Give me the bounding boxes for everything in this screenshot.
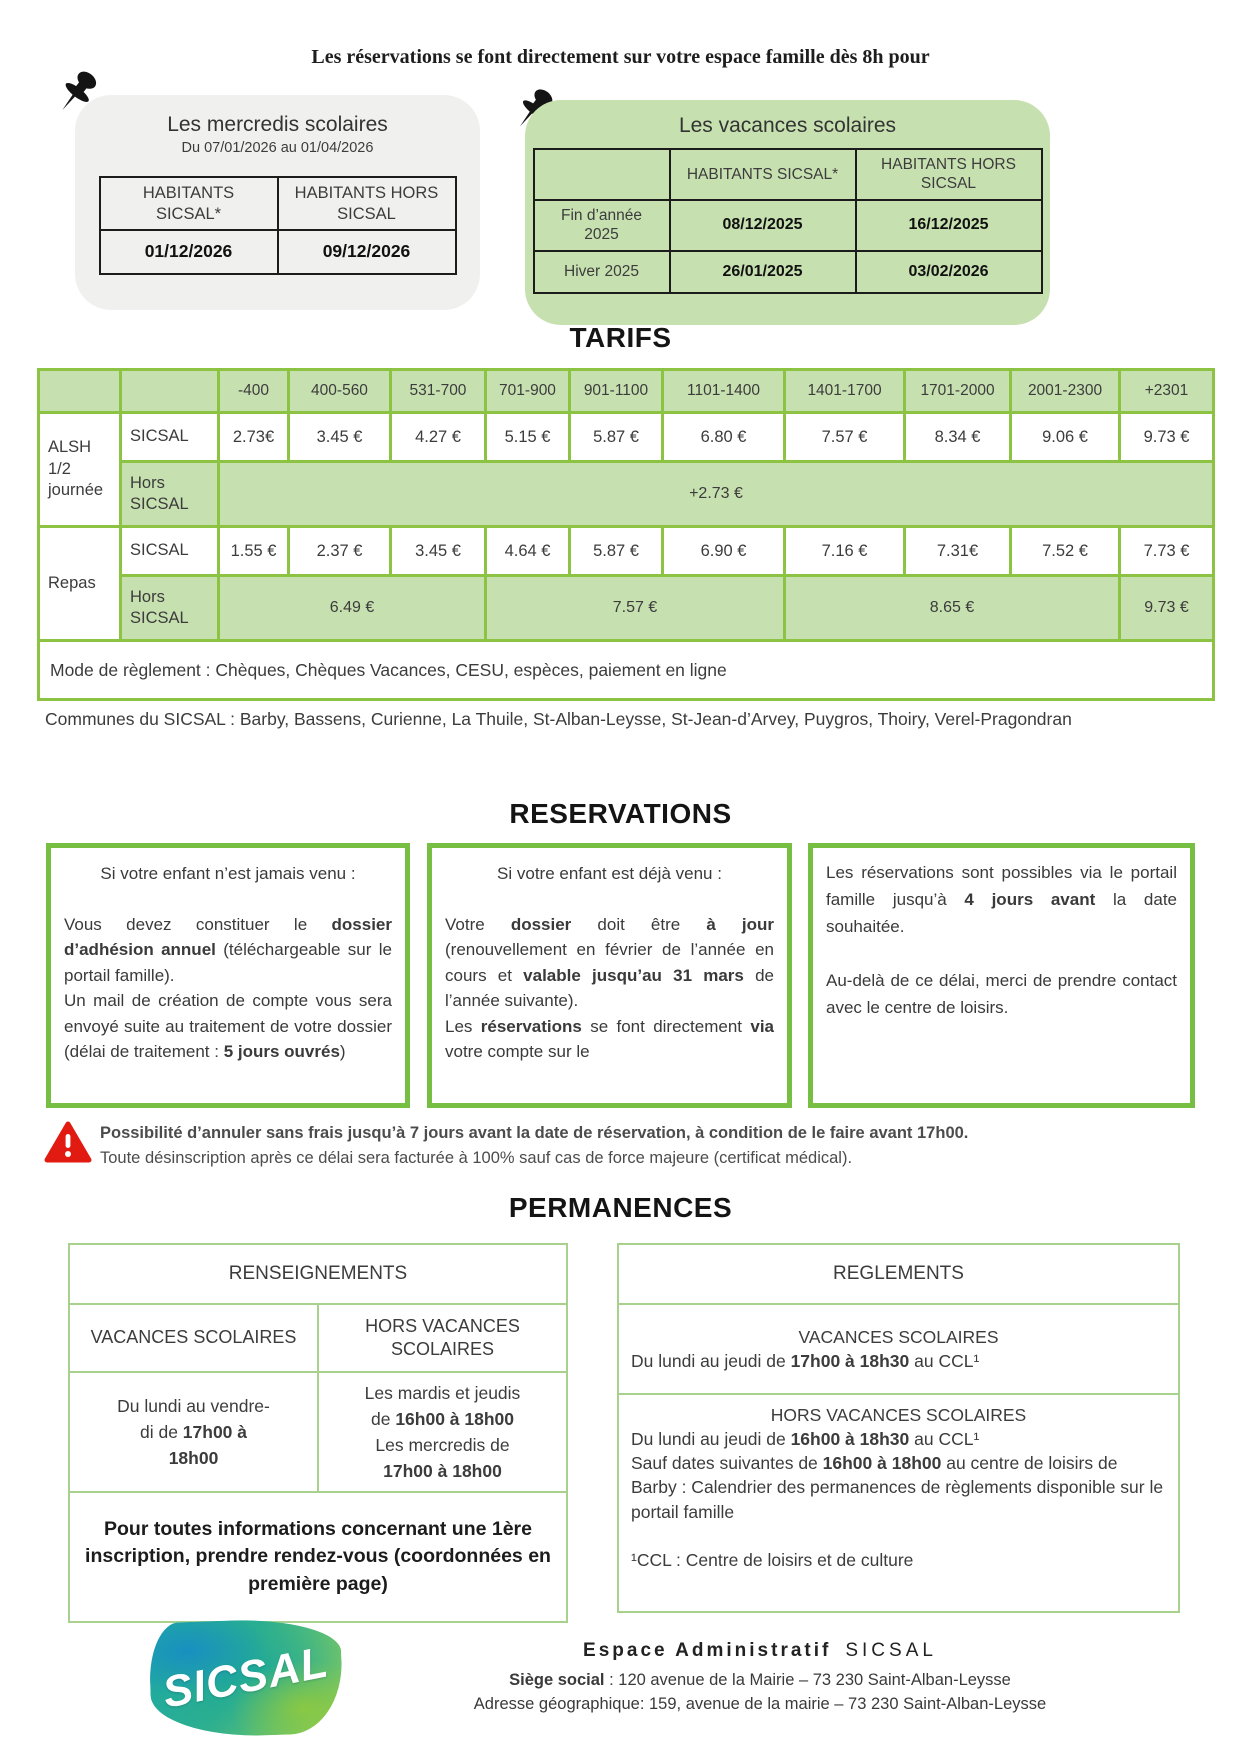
- empty-corner-cell: [534, 149, 670, 200]
- warning-bold-line: Possibilité d’annuler sans frais jusqu’à 7 jours avant la date de réservation, à condition de le faire avant 17h00.: [100, 1124, 969, 1142]
- date-cell: 08/12/2025: [670, 200, 856, 251]
- footer-org-line: [380, 1640, 1140, 1662]
- mercredis-subtitle: Du 07/01/2026 au 01/04/2026: [181, 140, 374, 156]
- reservation-box-deadline: [808, 843, 1195, 1108]
- price-cell: 5.15 €: [486, 413, 570, 462]
- mercredis-scolaires-box: [75, 95, 480, 310]
- tarifs-table: [37, 368, 1215, 701]
- vacances-table: [533, 148, 1043, 294]
- price-cell: 5.87 €: [570, 413, 663, 462]
- repas-hors-merged-cell: 9.73 €: [1120, 576, 1214, 641]
- footer-block: [380, 1640, 1140, 1716]
- mercredis-table: [99, 176, 457, 275]
- box-paragraph: Au-delà de ce délai, merci de prendre contact avec le centre de loisirs.: [826, 970, 1177, 1017]
- permanences-heading: PERMANENCES: [508, 1192, 733, 1223]
- section-heading: VACANCES SCOLAIRES: [798, 1326, 999, 1347]
- section-heading: HORS VACANCES SCOLAIRES: [770, 1405, 1027, 1425]
- box-paragraph: Les réservations se font directement via votre compte sur le: [445, 1016, 774, 1061]
- price-cell: 4.64 €: [486, 527, 570, 576]
- col-header-cell: HABITANTS HORS SICSAL: [856, 149, 1042, 200]
- reservation-box-never-came: [46, 843, 410, 1108]
- box-paragraph: Un mail de création de compte vous sera envoyé suite au traitement de votre dossier (délai de traitement : 5 jours ouvrés): [64, 991, 392, 1061]
- tarif-range-header: 1101-1400: [663, 370, 785, 413]
- price-cell: 3.45 €: [289, 413, 391, 462]
- box-paragraph: Les réservations sont possibles via le portail famille jusqu’à 4 jours avant la date souhaitée.: [826, 863, 1177, 937]
- warning-line: Toute désinscription après ce délai sera facturée à 100% sauf cas de force majeure (certificat médical).: [100, 1148, 853, 1167]
- col-header-cell: HABITANTS SICSAL*: [100, 177, 278, 230]
- repas-label-cell: Repas: [39, 527, 121, 641]
- hors-sicsal-label-cell: Hors SICSAL: [121, 462, 219, 527]
- price-cell: 7.73 €: [1120, 527, 1214, 576]
- tarif-range-header: 701-900: [486, 370, 570, 413]
- date-cell: 26/01/2025: [670, 251, 856, 293]
- date-cell: 01/12/2026: [100, 230, 278, 274]
- tarif-range-header: -400: [219, 370, 289, 413]
- warning-icon: [44, 1120, 92, 1166]
- tarif-range-header: 1401-1700: [785, 370, 905, 413]
- price-cell: 9.06 €: [1011, 413, 1120, 462]
- price-cell: 7.16 €: [785, 527, 905, 576]
- box-title: Si votre enfant est déjà venu :: [497, 864, 722, 883]
- tarif-range-header: 400-560: [289, 370, 391, 413]
- price-cell: 6.80 €: [663, 413, 785, 462]
- tarif-range-header: +2301: [1120, 370, 1214, 413]
- row-label-cell: Fin d’année 2025: [534, 200, 670, 251]
- price-cell: 5.87 €: [570, 527, 663, 576]
- tarifs-heading: TARIFS: [569, 322, 672, 353]
- table-title-cell: RENSEIGNEMENTS: [69, 1244, 567, 1304]
- footer-address-2: Adresse géographique: 159, avenue de la mairie – 73 230 Saint-Alban-Leysse: [473, 1695, 1047, 1714]
- tarif-range-header: 901-1100: [570, 370, 663, 413]
- col-header-cell: HORS VACANCES SCOLAIRES: [318, 1304, 567, 1372]
- schedule-cell: Les mardis et jeudis de 16h00 à 18h00 Les mercredis de 17h00 à 18h00: [318, 1372, 567, 1492]
- price-cell: 8.34 €: [905, 413, 1011, 462]
- price-cell: 7.57 €: [785, 413, 905, 462]
- price-cell: 2.73€: [219, 413, 289, 462]
- hors-sicsal-label-cell: Hors SICSAL: [121, 576, 219, 641]
- price-cell: 1.55 €: [219, 527, 289, 576]
- reservation-box-already-came: [427, 843, 792, 1108]
- section-body: Du lundi au jeudi de 17h00 à 18h30 au CCL¹: [631, 1351, 980, 1371]
- alsh-hors-merged-cell: +2.73 €: [219, 462, 1214, 527]
- mercredis-title: Les mercredis scolaires: [167, 113, 388, 136]
- repas-hors-merged-cell: 6.49 €: [219, 576, 486, 641]
- row-label-cell: Hiver 2025: [534, 251, 670, 293]
- tarif-range-header: 531-700: [391, 370, 486, 413]
- sicsal-label-cell: SICSAL: [121, 413, 219, 462]
- tarif-range-header: 2001-2300: [1011, 370, 1120, 413]
- warning-text: [100, 1121, 1205, 1171]
- vacances-scolaires-box: [525, 100, 1050, 325]
- col-header-cell: HABITANTS HORS SICSAL: [278, 177, 456, 230]
- top-note: Les réservations se font directement sur votre espace famille dès 8h pour: [311, 46, 930, 68]
- repas-hors-merged-cell: 8.65 €: [785, 576, 1120, 641]
- date-cell: 03/02/2026: [856, 251, 1042, 293]
- sicsal-logo: [148, 1617, 344, 1740]
- price-cell: 2.37 €: [289, 527, 391, 576]
- date-cell: 09/12/2026: [278, 230, 456, 274]
- box-paragraph: Vous devez constituer le dossier d’adhésion annuel (téléchargeable sur le portail famille).: [64, 914, 392, 985]
- schedule-cell: Du lundi au vendre- di de 17h00 à 18h00: [69, 1372, 318, 1492]
- price-cell: 9.73 €: [1120, 413, 1214, 462]
- price-cell: 3.45 €: [391, 527, 486, 576]
- price-cell: 4.27 €: [391, 413, 486, 462]
- empty-corner-cell: [39, 370, 121, 413]
- vacances-title: Les vacances scolaires: [678, 114, 897, 137]
- alsh-label-cell: ALSH 1/2 journée: [39, 413, 121, 527]
- reglements-hors-vacances-cell: [618, 1394, 1179, 1612]
- col-header-cell: VACANCES SCOLAIRES: [69, 1304, 318, 1372]
- footer-org-bold: Espace Administratif: [583, 1640, 832, 1661]
- reservations-heading: RESERVATIONS: [509, 798, 732, 829]
- table-title-cell: REGLEMENTS: [618, 1244, 1179, 1304]
- reglements-vacances-cell: [618, 1304, 1179, 1394]
- date-cell: 16/12/2025: [856, 200, 1042, 251]
- section-body: Du lundi au jeudi de 16h00 à 18h30 au CCL¹ Sauf dates suivantes de 16h00 à 18h00 au centre de loisirs de Barby : Calendrier des permanences de règlements disponible sur le portail famille ¹CCL : Centre de loisirs et de culture: [631, 1429, 1164, 1570]
- renseignements-table: [68, 1243, 568, 1623]
- empty-corner-cell: [121, 370, 219, 413]
- sicsal-label-cell: SICSAL: [121, 527, 219, 576]
- footer-address-1: Siège social : 120 avenue de la Mairie – 73 230 Saint-Alban-Leysse: [509, 1671, 1011, 1689]
- first-inscription-note-cell: Pour toutes informations concernant une 1ère inscription, prendre rendez-vous (coordonnées en première page): [69, 1492, 567, 1622]
- reglements-table: [617, 1243, 1180, 1613]
- mode-reglement-cell: Mode de règlement : Chèques, Chèques Vacances, CESU, espèces, paiement en ligne: [39, 641, 1214, 700]
- logo-text: SICSAL: [159, 1637, 333, 1718]
- communes-note: Communes du SICSAL : Barby, Bassens, Curienne, La Thuile, St-Alban-Leysse, St-Jean-d’Arvey, Puygros, Thoiry, Verel-Pragondran: [45, 709, 1072, 729]
- box-title: Si votre enfant n’est jamais venu :: [100, 864, 356, 883]
- price-cell: 7.31€: [905, 527, 1011, 576]
- tarif-range-header: 1701-2000: [905, 370, 1011, 413]
- col-header-cell: HABITANTS SICSAL*: [670, 149, 856, 200]
- box-paragraph: Votre dossier doit être à jour (renouvellement en février de l’année en cours et valable jusqu’au 31 mars de l’année suivante).: [445, 914, 775, 1010]
- price-cell: 6.90 €: [663, 527, 785, 576]
- price-cell: 7.52 €: [1011, 527, 1120, 576]
- footer-org-name: SICSAL: [845, 1640, 937, 1661]
- repas-hors-merged-cell: 7.57 €: [486, 576, 785, 641]
